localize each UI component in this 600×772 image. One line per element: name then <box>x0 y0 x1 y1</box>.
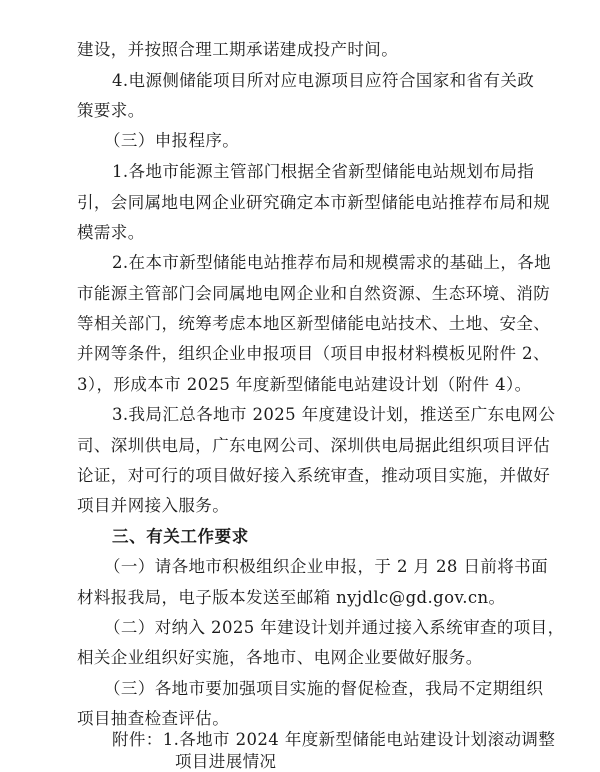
text-line-8: 2.在本市新型储能电站推荐布局和规模需求的基础上，各地 <box>112 253 552 272</box>
text-line-15: 论证，对可行的项目做好接入系统审查，推动项目实施，并做好 <box>77 466 551 485</box>
attachment-line-1: 附件：1.各地市 2024 年度新型储能电站建设计划滚动调整 <box>112 730 556 749</box>
text-line-2: 4.电源侧储能项目所对应电源项目应符合国家和省有关政 <box>112 71 535 90</box>
text-line-22: （三）各地市要加强项目实施的督促检查，我局不定期组织 <box>104 679 544 698</box>
text-line-16: 项目并网接入服务。 <box>77 496 230 515</box>
text-line-10: 等相关部门，统筹考虑本地区新型储能电站技术、土地、安全、 <box>77 314 551 333</box>
text-line-6: 引，会同属地电网企业研究确定本市新型储能电站推荐布局和规 <box>77 193 551 212</box>
text-line-1: 建设，并按照合理工期承诺建成投产时间。 <box>77 40 399 59</box>
text-line-19: 材料报我局，电子版本发送至邮箱 nyjdlc@gd.gov.cn。 <box>77 588 506 607</box>
section-subheading-procedure: （三）申报程序。 <box>104 131 240 150</box>
text-line-3: 策要求。 <box>77 101 145 120</box>
section-heading-work-requirements: 三、有关工作要求 <box>112 527 249 546</box>
text-line-12: 3），形成本市 2025 年度新型储能电站建设计划（附件 4）。 <box>77 375 532 394</box>
text-line-9: 市能源主管部门会同属地电网企业和自然资源、生态环境、消防 <box>77 284 551 303</box>
text-line-11: 并网等条件，组织企业申报项目（项目申报材料模板见附件 2、 <box>77 344 550 363</box>
text-line-20: （二）对纳入 2025 年建设计划并通过接入系统审查的项目， <box>104 618 565 637</box>
text-line-7: 模需求。 <box>77 223 145 242</box>
text-line-23: 项目抽查检查评估。 <box>77 709 230 728</box>
text-line-13: 3.我局汇总各地市 2025 年度建设计划，推送至广东电网公 <box>112 405 556 424</box>
text-line-18: （一）请各地市积极组织企业申报，于 2 月 28 日前将书面 <box>104 557 548 576</box>
text-line-21: 相关企业组织好实施，各地市、电网企业要做好服务。 <box>77 648 483 667</box>
text-line-14: 司、深圳供电局，广东电网公司、深圳供电局据此组织项目评估 <box>77 436 551 455</box>
attachment-line-2: 项目进展情况 <box>175 752 277 771</box>
text-line-5: 1.各地市能源主管部门根据全省新型储能电站规划布局指 <box>112 162 535 181</box>
